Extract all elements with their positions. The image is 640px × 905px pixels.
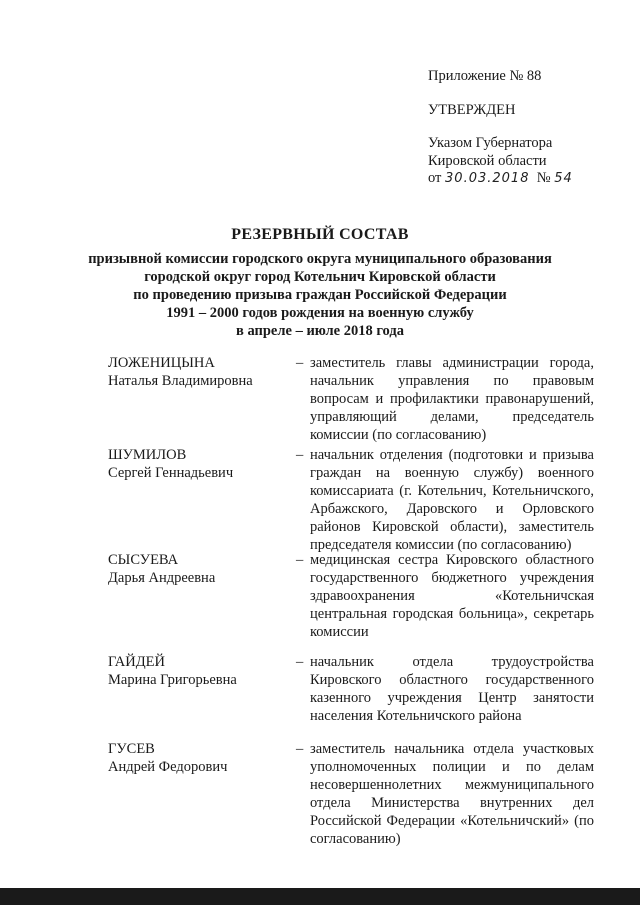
handwritten-date: 30.03.2018: [445, 171, 530, 186]
decree-line-1: Указом Губернатора: [428, 135, 553, 151]
date-prefix: от: [428, 170, 442, 186]
dash-separator: –: [296, 355, 304, 371]
member-name: [108, 740, 288, 776]
member-surname: ЛОЖЕНИЦЫНА: [108, 355, 215, 371]
number-prefix: №: [536, 170, 551, 186]
approved-label: УТВЕРЖДЕН: [428, 101, 516, 118]
member-role: заместитель главы администрации города, начальник управления по правовым вопросам и профилактики правонарушений, управляющий делами, председатель комиссии (по согласованию): [310, 355, 594, 443]
decree-line-2: Кировской области: [428, 152, 547, 169]
member-role: медицинская сестра Кировского областного государственного бюджетного учреждения здравоохранения «Котельничская центральная городская больница», секретарь комиссии: [310, 552, 594, 640]
appendix-number: Приложение № 88: [428, 68, 542, 84]
dash-separator: –: [296, 552, 304, 568]
member-given-names: Дарья Андреевна: [108, 570, 216, 586]
member-name: [108, 354, 288, 390]
document-title: РЕЗЕРВНЫЙ СОСТАВ: [231, 226, 409, 243]
member-name: [108, 551, 288, 587]
member-surname: ГУСЕВ: [108, 741, 155, 757]
dash-separator: –: [296, 654, 304, 670]
member-role: начальник отдела трудоустройства Кировского областного государственного казенного учреждения Центр занятости населения Котельничского района: [310, 654, 594, 724]
dash-separator: –: [296, 741, 304, 757]
handwritten-number: 54: [554, 171, 573, 186]
member-name: [108, 653, 288, 689]
member-given-names: Андрей Федорович: [108, 759, 228, 775]
member-given-names: Сергей Геннадьевич: [108, 465, 234, 481]
decree-date-line: [428, 170, 628, 188]
subtitle-line: в апреле – июле 2018 года: [236, 323, 404, 339]
member-surname: СЫСУЕВА: [108, 552, 179, 568]
dash-separator: –: [296, 447, 304, 463]
subtitle-line: призывной комиссии городского округа муниципального образования: [88, 251, 552, 267]
member-name: [108, 446, 288, 482]
member-given-names: Марина Григорьевна: [108, 672, 237, 688]
member-role: заместитель начальника отдела участковых уполномоченных полиции и по делам несовершеннолетних межмуниципального отдела Министерства внутренних дел Российской Федерации «Котельничский» (по согласованию): [310, 741, 594, 847]
document-title-block: [70, 226, 570, 340]
member-given-names: Наталья Владимировна: [108, 373, 253, 389]
document-subtitle: [70, 250, 570, 340]
member-role: начальник отделения (подготовки и призыва граждан на военную службу) военного комиссариата (г. Котельнич, Котельничского, Арбажского, Даровского и Орловского районов Кировской области), заместитель председателя комиссии (по согласованию): [310, 447, 594, 553]
subtitle-line: по проведению призыва граждан Российской Федерации: [133, 287, 507, 303]
member-surname: ШУМИЛОВ: [108, 447, 187, 463]
subtitle-line: 1991 – 2000 годов рождения на военную службу: [166, 305, 474, 321]
member-surname: ГАЙДЕЙ: [108, 654, 165, 670]
scan-border-bar: [0, 888, 640, 905]
approval-stamp-block: [428, 68, 628, 188]
subtitle-line: городской округ город Котельнич Кировской области: [144, 269, 496, 285]
